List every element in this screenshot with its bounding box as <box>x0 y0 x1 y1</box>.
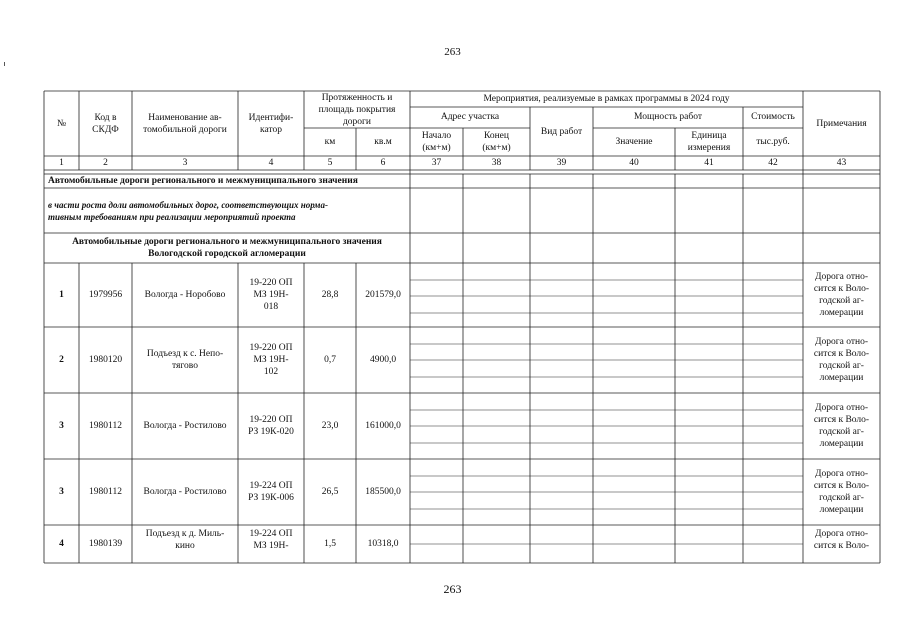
col-number: 43 <box>836 158 847 168</box>
row-number: 2 <box>59 355 64 365</box>
header-identifier: Идентифи- катор <box>248 112 294 135</box>
row-code: 1979956 <box>88 290 123 300</box>
page-number-bottom: 263 <box>443 582 462 596</box>
header-end: Конец (км+м) <box>482 131 511 153</box>
row-note: Дорога отно- сится к Воло- годской аг- ломерации <box>813 403 870 449</box>
header-km: км <box>324 137 336 147</box>
section-agglo: Автомобильные дороги регионального и межмуниципального значения Вологодской городской агломерации <box>72 237 382 259</box>
header-code: Код в СКДФ <box>92 112 119 135</box>
header-unit: Единица измерения <box>687 131 731 153</box>
row-sqm: 161000,0 <box>365 421 401 431</box>
row-identifier: 19-224 ОП МЗ 19Н- <box>249 529 293 551</box>
row-number: 4 <box>59 539 64 549</box>
col-number: 2 <box>103 158 108 168</box>
row-road-name: Вологда - Норобово <box>144 290 226 300</box>
row-note: Дорога отно- сится к Воло- годской аг- ломерации <box>813 469 870 515</box>
row-number: 1 <box>59 290 64 300</box>
row-km: 28,8 <box>321 290 339 300</box>
row-identifier: 19-220 ОП РЗ 19К-020 <box>248 415 294 437</box>
section-regional: Автомобильные дороги регионального и межмуниципального значения <box>48 176 358 186</box>
row-sqm: 201579,0 <box>365 290 401 300</box>
row-km: 26,5 <box>321 487 339 497</box>
header-address: Адрес участка <box>440 112 500 122</box>
page-number-top: 263 <box>444 46 461 58</box>
col-number: 5 <box>327 158 333 168</box>
header-start: Начало (км+м) <box>421 131 452 153</box>
row-road-name: Вологда - Ростилово <box>143 487 227 497</box>
row-identifier: 19-224 ОП РЗ 19К-006 <box>248 481 294 503</box>
row-number: 3 <box>59 487 64 497</box>
row-note: Дорога отно- сится к Воло- годской аг- ломерации <box>813 272 870 318</box>
col-number: 41 <box>704 158 714 168</box>
col-number: 3 <box>182 158 188 168</box>
col-number: 6 <box>380 158 386 168</box>
col-number: 4 <box>268 158 274 168</box>
row-code: 1980112 <box>89 421 122 431</box>
row-code: 1980120 <box>88 355 123 365</box>
header-sqm: кв.м <box>374 137 392 147</box>
row-road-name: Подъезд к с. Непо- тягово <box>146 349 224 371</box>
col-number: 1 <box>59 158 64 168</box>
col-number: 39 <box>556 158 567 168</box>
header-length-group: Протяженность и площадь покрытия дороги <box>318 92 396 127</box>
section-share: в части роста доли автомобильных дорог, соответствующих норма- тивным требованиям при реализации мероприятий проекта <box>48 200 328 222</box>
row-road-name: Вологда - Ростилово <box>143 421 227 431</box>
row-code: 1980112 <box>89 487 122 497</box>
row-km: 23,0 <box>321 421 339 431</box>
col-number: 40 <box>629 158 639 168</box>
row-sqm: 4900,0 <box>369 355 397 365</box>
header-cost-unit: тыс.руб. <box>756 137 790 147</box>
row-km: 1,5 <box>324 539 336 549</box>
header-notes: Примечания <box>816 118 867 129</box>
header-capacity: Мощность работ <box>634 112 702 122</box>
row-number: 3 <box>59 421 64 431</box>
row-note: Дорога отно- сится к Воло- годской аг- ломерации <box>813 337 870 383</box>
row-sqm: 10318,0 <box>367 539 399 549</box>
header-events-group: Мероприятия, реализуемые в рамках программы в 2024 году <box>483 94 730 104</box>
row-note: Дорога отно- сится к Воло- <box>813 529 870 551</box>
header-work-type: Вид работ <box>540 126 583 137</box>
col-number: 37 <box>431 158 442 168</box>
row-road-name: Подъезд к д. Миль- кино <box>145 529 225 551</box>
row-code: 1980139 <box>88 539 123 549</box>
row-identifier: 19-220 ОП МЗ 19Н- 102 <box>249 343 293 377</box>
row-sqm: 185500,0 <box>365 487 401 497</box>
row-identifier: 19-220 ОП МЗ 19Н- 018 <box>249 278 293 312</box>
header-road-name: Наименование ав- томобильной дороги <box>143 112 227 135</box>
col-number: 42 <box>768 158 778 168</box>
header-num: № <box>56 118 67 129</box>
header-value: Значение <box>615 137 653 147</box>
col-number: 38 <box>491 158 502 168</box>
header-cost: Стоимость <box>751 112 795 122</box>
row-km: 0,7 <box>324 355 336 365</box>
